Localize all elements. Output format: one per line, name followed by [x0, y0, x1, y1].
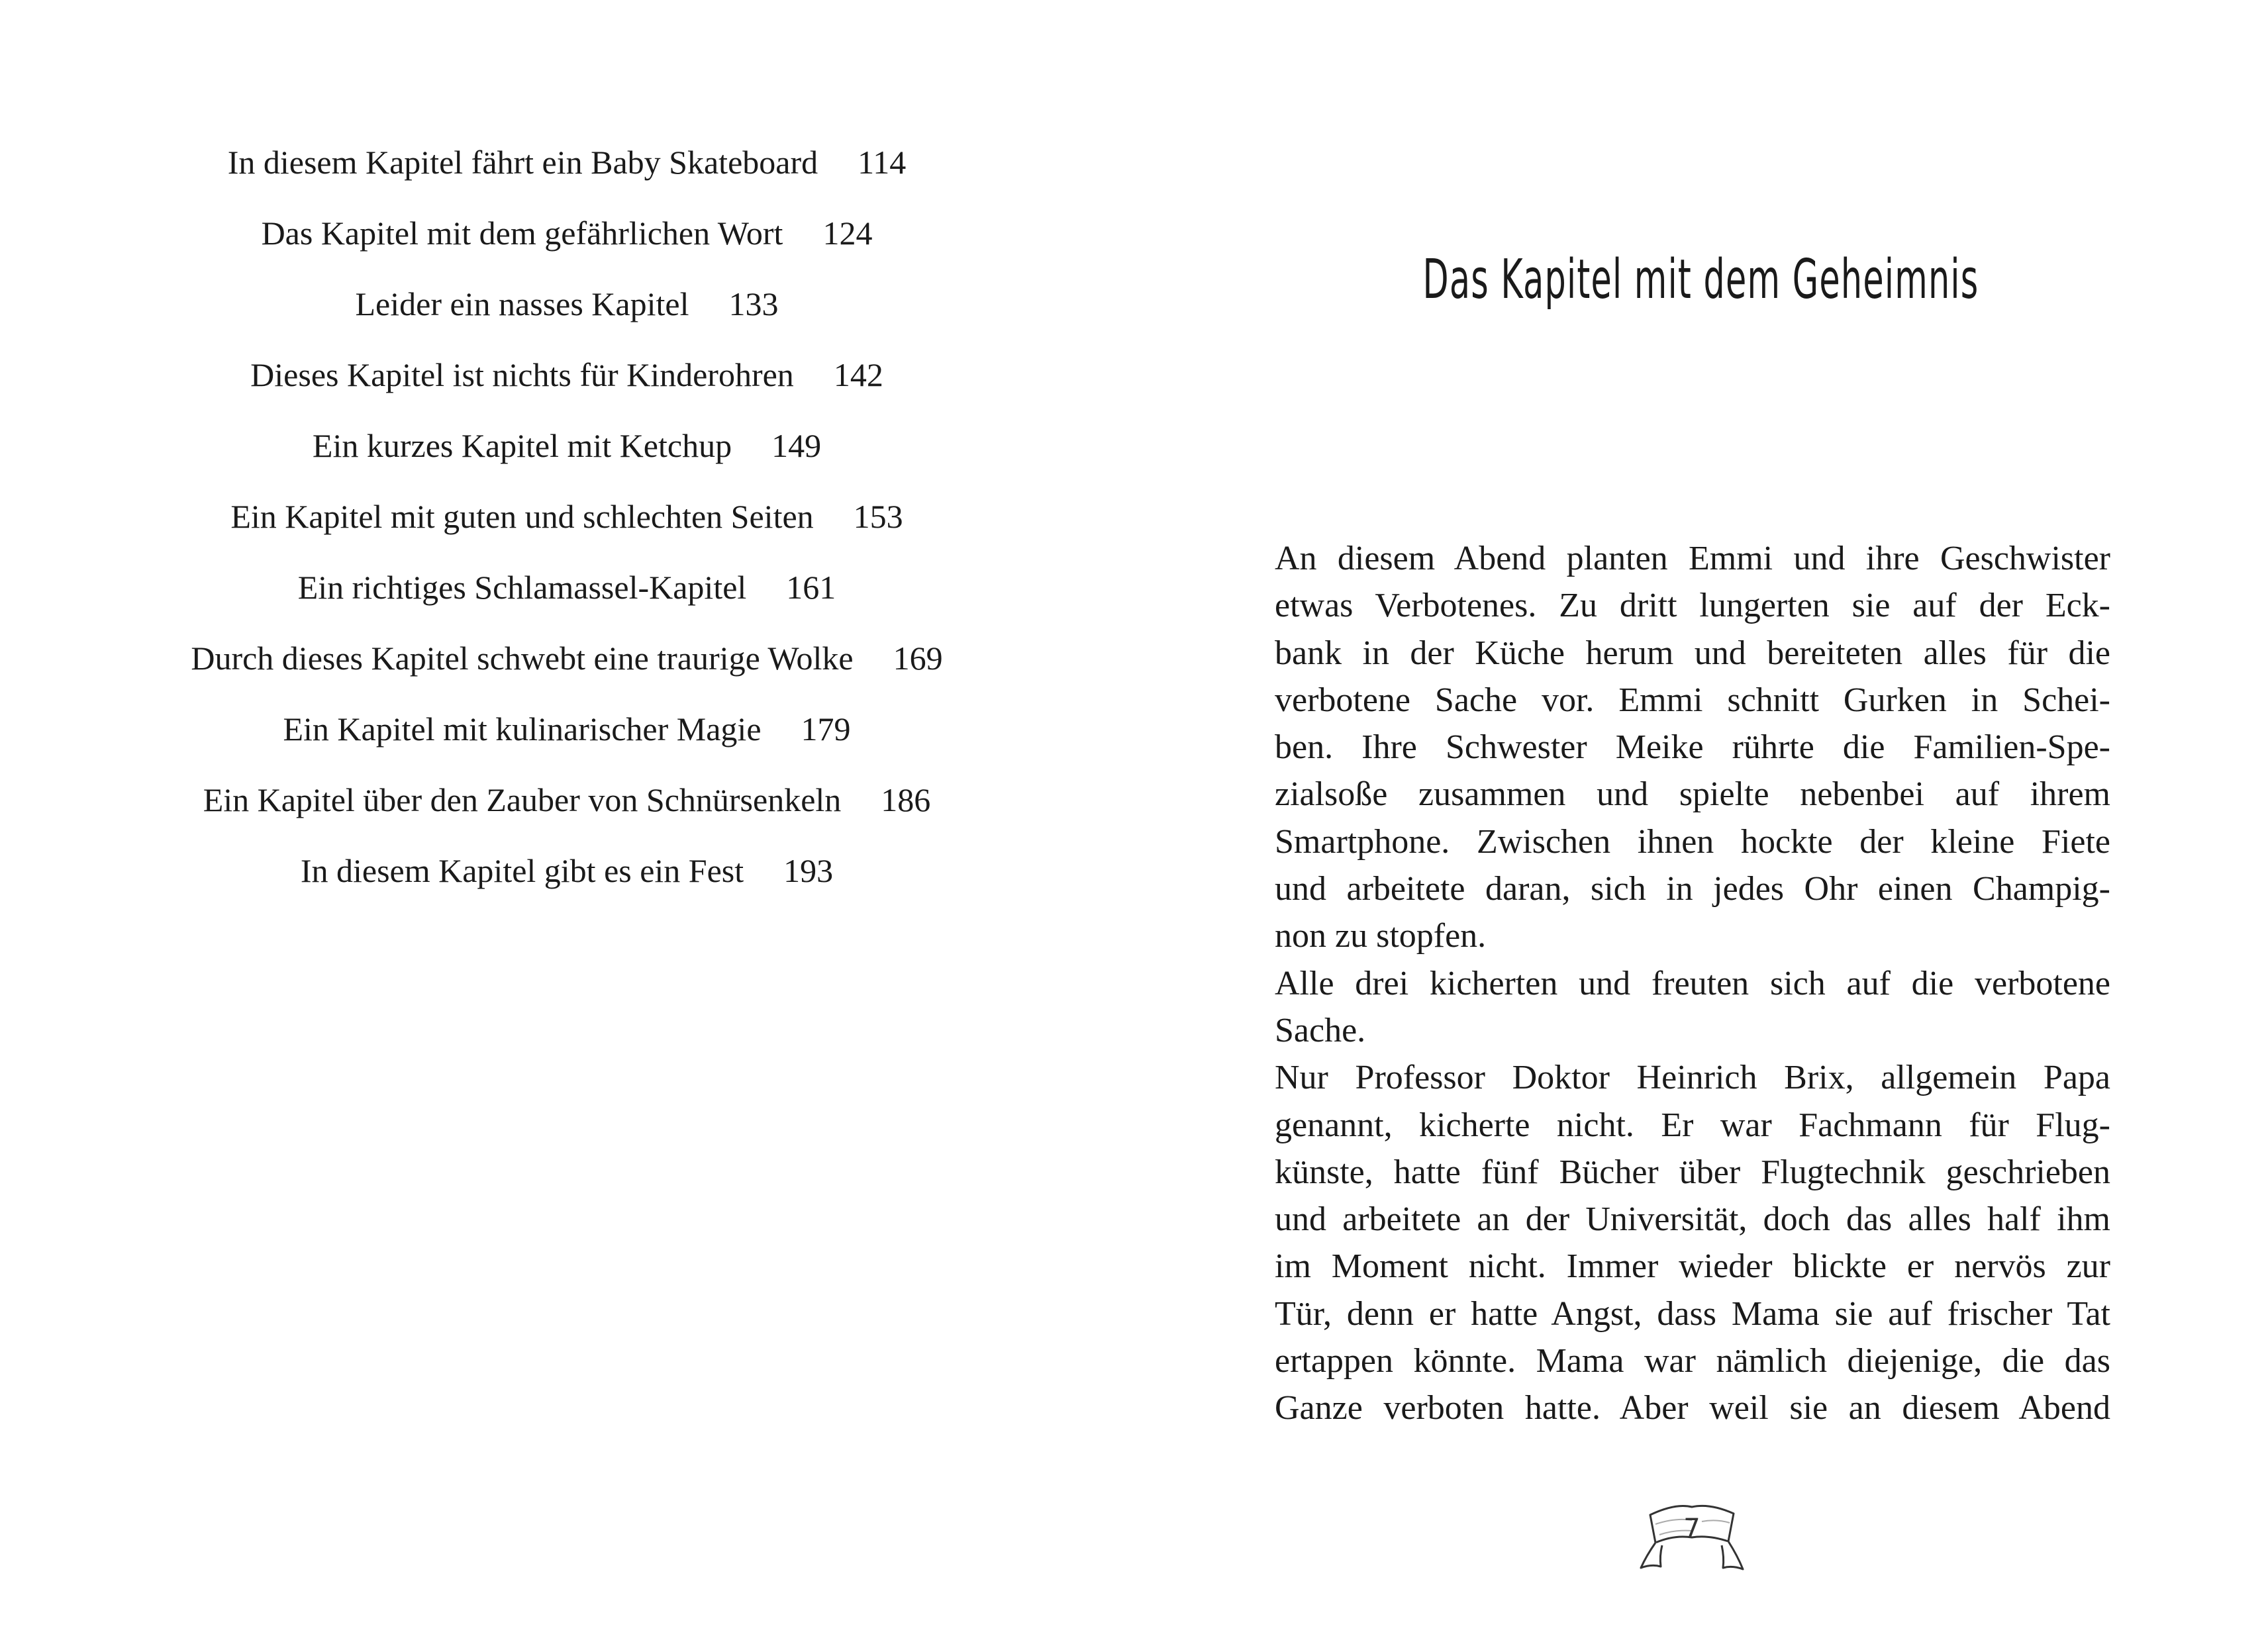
table-of-contents — [0, 136, 1134, 915]
toc-entry — [0, 844, 1134, 915]
text-line: Ganze verboten hatte. Aber weil sie an diesem Abend — [1275, 1389, 2110, 1427]
toc-entry-title: In diesem Kapitel gibt es ein Fest — [300, 852, 744, 889]
toc-entry-title: Ein Kapitel mit kulinarischer Magie — [283, 710, 762, 748]
toc-entry-page: 186 — [881, 781, 931, 818]
paragraph — [1275, 960, 2110, 1055]
toc-entry — [0, 773, 1134, 844]
toc-entry-title: Durch dieses Kapitel schwebt eine traurige Wolke — [191, 640, 854, 677]
toc-entry — [0, 419, 1134, 490]
toc-entry — [0, 632, 1134, 702]
toc-entry — [0, 136, 1134, 207]
text-line: zialsoße zusammen und spielte nebenbei auf ihrem — [1275, 775, 2110, 814]
page-number-banner — [1636, 1495, 1748, 1594]
right-page — [1134, 0, 2268, 1642]
text-line: künste, hatte fünf Bücher über Flugtechnik geschrieben — [1275, 1153, 2110, 1191]
toc-entry-title: Das Kapitel mit dem gefährlichen Wort — [261, 215, 783, 252]
chapter-title: Das Kapitel mit dem Geheimnis — [1422, 248, 1979, 311]
text-line: bank in der Küche herum und bereiteten alles für die — [1275, 634, 2110, 672]
toc-entry-title: Dieses Kapitel ist nichts für Kinderohren — [250, 356, 794, 393]
toc-entry-title: In diesem Kapitel fährt ein Baby Skateboard — [227, 144, 818, 181]
text-line: Nur Professor Doktor Heinrich Brix, allgemein Papa — [1275, 1059, 2110, 1097]
toc-entry — [0, 490, 1134, 561]
toc-entry-page: 179 — [801, 710, 851, 748]
text-line: etwas Verbotenes. Zu dritt lungerten sie auf der Eck- — [1275, 587, 2110, 625]
toc-entry-title: Leider ein nasses Kapitel — [355, 285, 689, 322]
toc-entry-page: 149 — [771, 427, 822, 464]
toc-entry — [0, 207, 1134, 277]
toc-entry-page: 114 — [858, 144, 907, 181]
text-line: ertappen könnte. Mama war nämlich diejenige, die das — [1275, 1342, 2110, 1380]
paragraph — [1275, 1054, 2110, 1431]
toc-entry-page: 153 — [853, 498, 903, 535]
toc-entry-page: 161 — [786, 569, 836, 606]
text-line: Smartphone. Zwischen ihnen hockte der kleine Fiete — [1275, 822, 2110, 861]
toc-entry-title: Ein Kapitel über den Zauber von Schnürsenkeln — [203, 781, 842, 818]
text-line: und arbeitete an der Universität, doch das alles half ihm — [1275, 1200, 2110, 1239]
toc-entry — [0, 561, 1134, 632]
text-line: An diesem Abend planten Emmi und ihre Geschwister — [1275, 540, 2110, 577]
banner-ribbon-icon — [1636, 1495, 1748, 1594]
text-line: Sache. — [1275, 1011, 1366, 1049]
toc-entry-page: 124 — [822, 215, 873, 252]
toc-entry — [0, 702, 1134, 773]
text-line: und arbeitete daran, sich in jedes Ohr einen Champig- — [1275, 870, 2110, 908]
toc-entry-title: Ein Kapitel mit guten und schlechten Seiten — [230, 498, 814, 535]
toc-entry-title: Ein kurzes Kapitel mit Ketchup — [312, 427, 732, 464]
text-line: im Moment nicht. Immer wieder blickte er nervös zur — [1275, 1247, 2110, 1286]
toc-entry-page: 133 — [728, 285, 779, 322]
text-line: genannt, kicherte nicht. Er war Fachmann für Flug- — [1275, 1106, 2110, 1144]
text-line: ben. Ihre Schwester Meike rührte die Familien-Spe- — [1275, 728, 2110, 767]
paragraph — [1275, 535, 2110, 960]
text-line: Alle drei kicherten und freuten sich auf die verbotene — [1275, 964, 2110, 1002]
text-line: verbotene Sache vor. Emmi schnitt Gurken in Schei- — [1275, 681, 2110, 719]
toc-entry — [0, 348, 1134, 419]
text-line: Tür, denn er hatte Angst, dass Mama sie auf frischer Tat — [1275, 1294, 2110, 1333]
page-number: 7 — [1683, 1514, 1701, 1544]
toc-entry — [0, 277, 1134, 348]
toc-entry-page: 169 — [893, 640, 943, 677]
toc-entry-page: 193 — [783, 852, 834, 889]
toc-entry-title: Ein richtiges Schlamassel-Kapitel — [297, 569, 747, 606]
text-line: non zu stopfen. — [1275, 917, 1487, 955]
chapter-body-text — [1275, 535, 2110, 1432]
toc-entry-page: 142 — [833, 356, 883, 393]
